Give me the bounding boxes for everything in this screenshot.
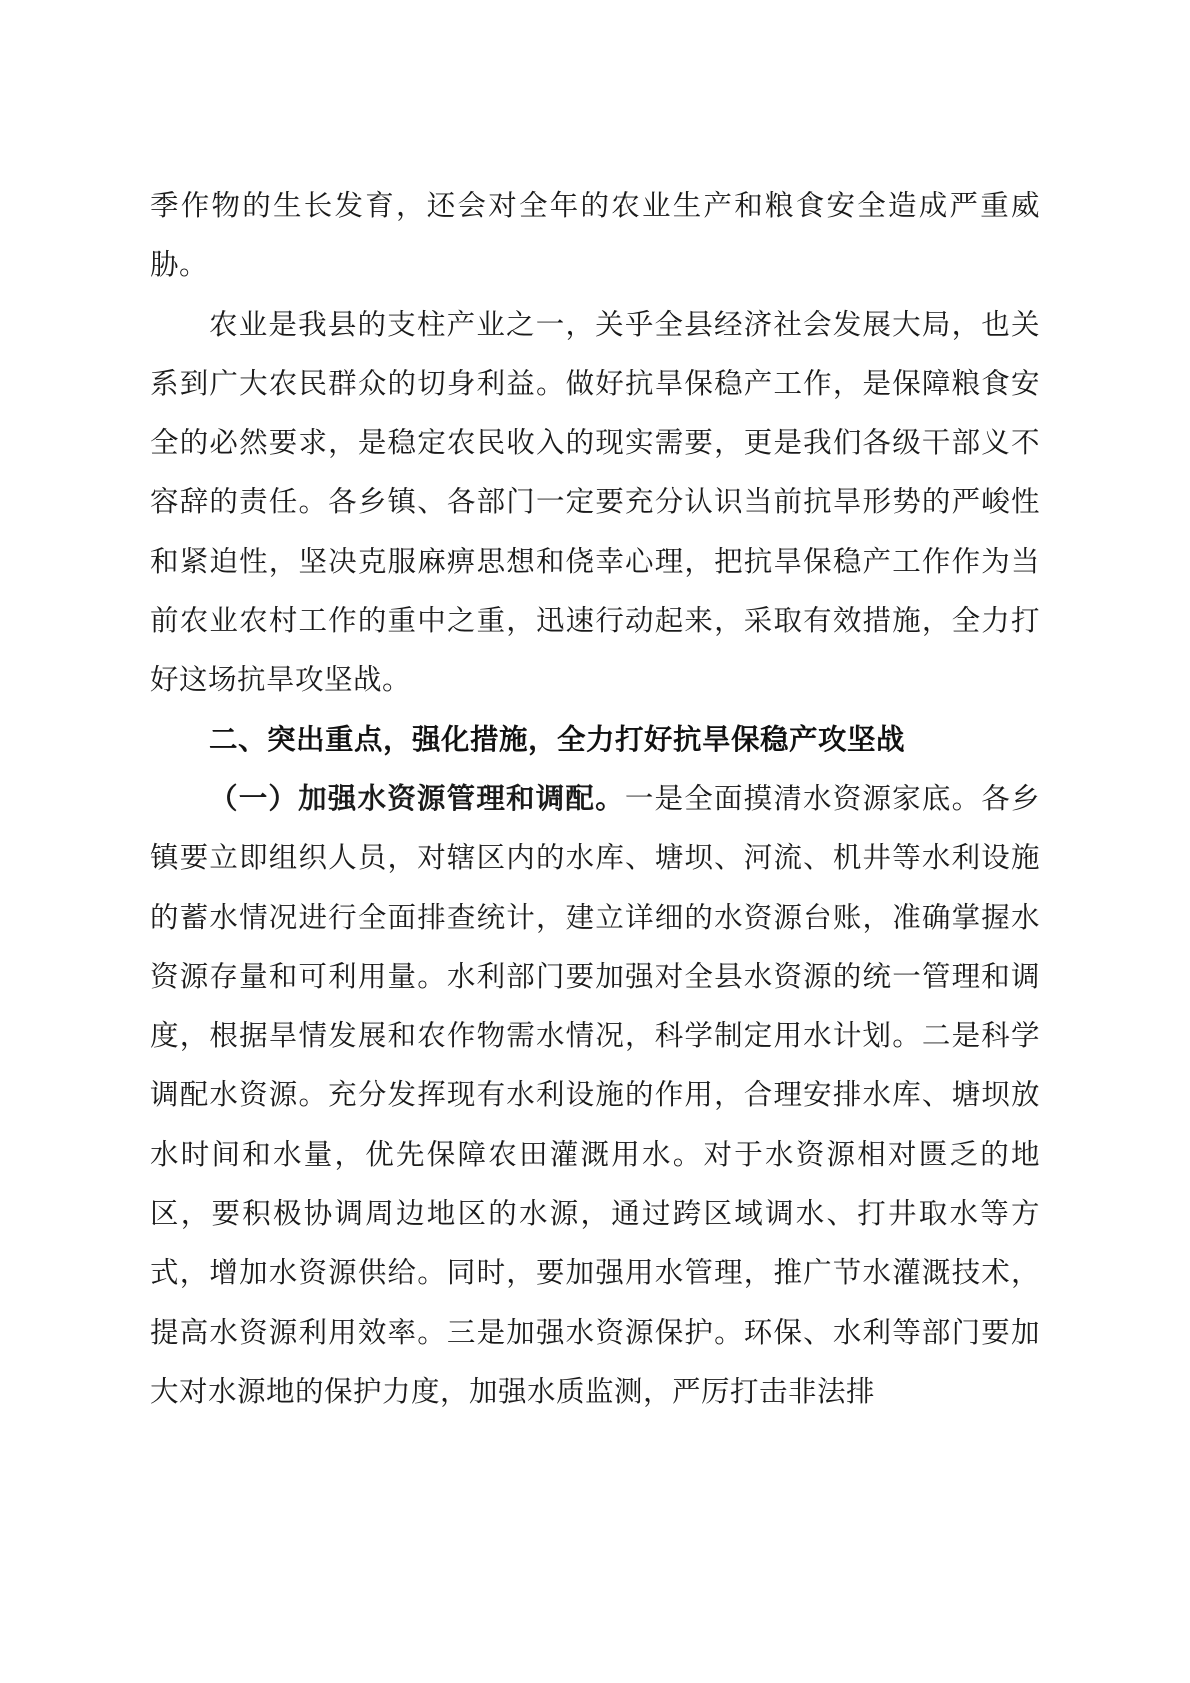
- document-body: [150, 176, 1040, 1421]
- subsection-lead: （一）加强水资源管理和调配。: [209, 780, 625, 815]
- paragraph-continuation: 季作物的生长发育，还会对全年的农业生产和粮食安全造成严重威胁。: [150, 189, 1040, 282]
- paragraph-agriculture: 农业是我县的支柱产业之一，关乎全县经济社会发展大局，也关系到广大农民群众的切身利益。做好抗旱保稳产工作，是保障粮食安全的必然要求，是稳定农民收入的现实需要，更是我们各级干部义不容辞的责任。各乡镇、各部门一定要充分认识当前抗旱形势的严峻性和紧迫性，坚决克服麻痹思想和侥幸心理，把抗旱保稳产工作作为当前农业农村工作的重中之重，迅速行动起来，采取有效措施，全力打好这场抗旱攻坚战。: [150, 307, 1040, 697]
- paragraph-water-resources: [150, 769, 1040, 1421]
- section-heading: 二、突出重点，强化措施，全力打好抗旱保稳产攻坚战: [209, 722, 906, 756]
- subsection-body: 一是全面摸清水资源家底。各乡镇要立即组织人员，对辖区内的水库、塘坝、河流、机井等水利设施的蓄水情况进行全面排查统计，建立详细的水资源台账，准确掌握水资源存量和可利用量。水利部门要加强对全县水资源的统一管理和调度，根据旱情发展和农作物需水情况，科学制定用水计划。二是科学调配水资源。充分发挥现有水利设施的作用，合理安排水库、塘坝放水时间和水量，优先保障农田灌溉用水。对于水资源相对匮乏的地区，要积极协调周边地区的水源，通过跨区域调水、打井取水等方式，增加水资源供给。同时，要加强用水管理，推广节水灌溉技术，提高水资源利用效率。三是加强水资源保护。环保、水利等部门要加大对水源地的保护力度，加强水质监测，严厉打击非法排: [150, 781, 1040, 1408]
